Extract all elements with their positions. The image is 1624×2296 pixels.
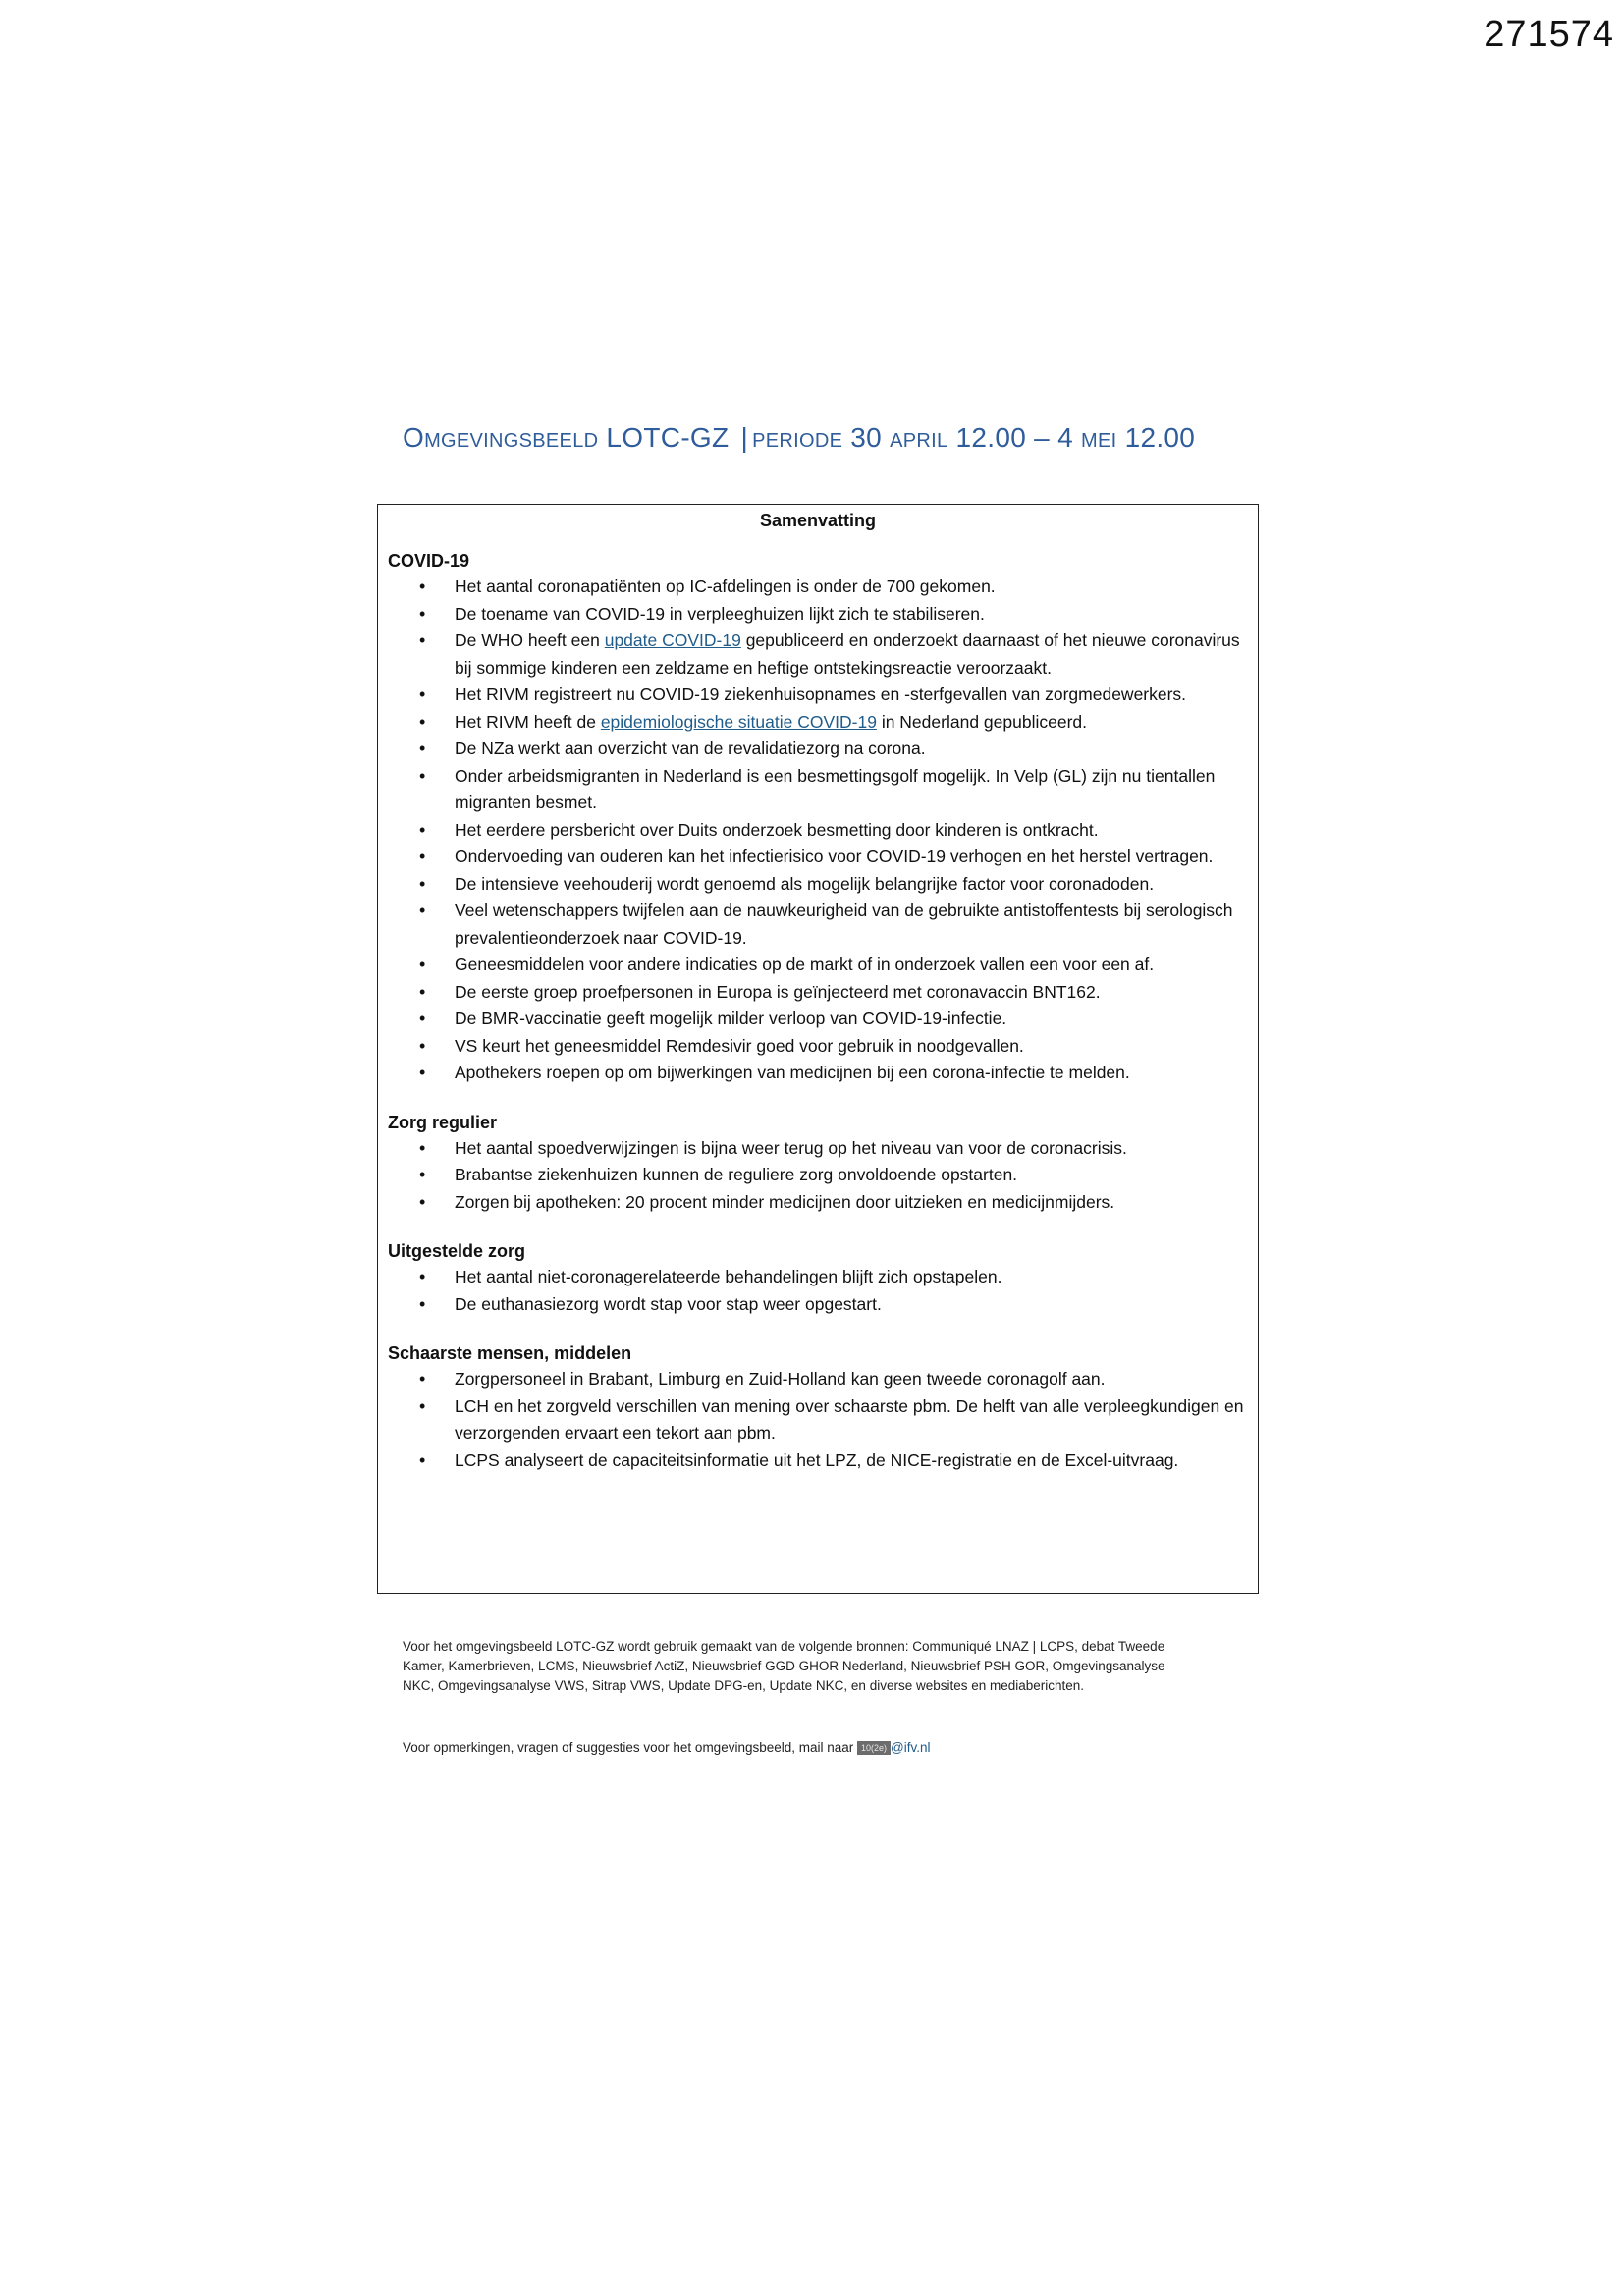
list-item: [388, 1060, 1244, 1087]
contact-mail-domain[interactable]: @ifv.nl: [891, 1740, 931, 1755]
item-text: Ondervoeding van ouderen kan het infectierisico voor COVID-19 verhogen en het herstel vertragen.: [455, 847, 1214, 866]
title-period: periode 30 april 12.00 – 4 mei 12.00: [752, 422, 1196, 453]
section-heading: Uitgestelde zorg: [388, 1241, 526, 1261]
bullet-list: [388, 574, 1244, 1087]
list-item: [388, 817, 1244, 845]
list-item: [388, 628, 1244, 682]
list-item: [388, 979, 1244, 1007]
page-title: [403, 422, 1195, 454]
item-text: Onder arbeidsmigranten in Nederland is een besmettingsgolf mogelijk. In Velp (GL) zijn nu tientallen migranten besmet.: [455, 765, 1216, 812]
list-item: [388, 1135, 1244, 1163]
item-text: Brabantse ziekenhuizen kunnen de reguliere zorg onvoldoende opstarten.: [455, 1165, 1018, 1184]
list-item: [388, 871, 1244, 899]
item-text: Zorgpersoneel in Brabant, Limburg en Zuid-Holland kan geen tweede coronagolf aan.: [455, 1369, 1106, 1389]
list-item: [388, 763, 1244, 817]
list-item: [388, 1033, 1244, 1061]
list-item: [388, 844, 1244, 871]
item-text: in Nederland gepubliceerd.: [876, 711, 1087, 732]
summary-box: [377, 504, 1259, 1594]
item-text: LCH en het zorgveld verschillen van mening over schaarste pbm. De helft van alle verpleegkundigen en verzorgenden ervaart een tekort aan pbm.: [455, 1395, 1244, 1443]
summary-section: [388, 1343, 1244, 1474]
item-text: De WHO heeft een: [455, 630, 605, 650]
list-item: [388, 898, 1244, 952]
document-number: 271574: [1484, 14, 1614, 55]
contact-note: [403, 1738, 1188, 1758]
list-item: [388, 574, 1244, 601]
bullet-list: [388, 1135, 1244, 1217]
redaction-mark: 10(2e): [857, 1741, 891, 1755]
list-item: [388, 736, 1244, 763]
item-text: De NZa werkt aan overzicht van de revalidatiezorg na corona.: [455, 738, 926, 758]
item-text: De toename van COVID-19 in verpleeghuizen lijkt zich te stabiliseren.: [455, 603, 985, 624]
summary-section: [388, 551, 1244, 1087]
item-text: Het aantal spoedverwijzingen is bijna weer terug op het niveau van voor de coronacrisis.: [455, 1137, 1127, 1158]
item-text: LCPS analyseert de capaciteitsinformatie uit het LPZ, de NICE-registratie en de Excel-uitvraag.: [455, 1449, 1179, 1470]
summary-heading: Samenvatting: [759, 511, 877, 530]
list-item: [388, 709, 1244, 737]
item-text: gepubliceerd en onderzoekt daarnaast of het nieuwe coronavirus bij sommige kinderen een zeldzame en heftige ontstekingsreactie veroorzaakt.: [455, 630, 1240, 678]
section-heading: Schaarste mensen, middelen: [388, 1343, 632, 1363]
bullet-list: [388, 1264, 1244, 1318]
summary-sections: [378, 551, 1258, 1474]
item-text: Het aantal coronapatiënten op IC-afdelingen is onder de 700 gekomen.: [455, 576, 996, 596]
list-item: [388, 1291, 1244, 1319]
item-text: Het RIVM registreert nu COVID-19 ziekenhuisopnames en -sterfgevallen van zorgmedewerkers.: [455, 684, 1187, 704]
item-text: De BMR-vaccinatie geeft mogelijk milder verloop van COVID-19-infectie.: [455, 1009, 1007, 1028]
list-item: [388, 1448, 1244, 1475]
item-text: VS keurt het geneesmiddel Remdesivir goed voor gebruik in noodgevallen.: [455, 1035, 1024, 1056]
item-link[interactable]: epidemiologische situatie COVID-19: [600, 711, 877, 732]
list-item: [388, 1189, 1244, 1217]
section-heading: COVID-19: [388, 551, 470, 571]
item-text: Zorgen bij apotheken: 20 procent minder medicijnen door uitzieken en medicijnmijders.: [455, 1191, 1115, 1212]
item-text: De intensieve veehouderij wordt genoemd als mogelijk belangrijke factor voor coronadoden.: [455, 873, 1155, 894]
sources-note: Voor het omgevingsbeeld LOTC-GZ wordt gebruik gemaakt van de volgende bronnen: Communiqué LNAZ | LCPS, debat Tweede Kamer, Kamerbrieven, LCMS, Nieuwsbrief ActiZ, Nieuwsbrief GGD GHOR Nederland, Nieuwsbrief PSH GOR, Omgevingsanalyse NKC, Omgevingsanalyse VWS, Sitrap VWS, Update DPG-en, Update NKC, en diverse websites en mediaberichten.: [403, 1639, 1165, 1693]
list-item: [388, 1162, 1244, 1189]
list-item: [388, 1006, 1244, 1033]
bullet-list: [388, 1366, 1244, 1474]
title-separator: |: [740, 422, 749, 453]
item-text: Apothekers roepen op om bijwerkingen van medicijnen bij een corona-infectie te melden.: [455, 1063, 1130, 1082]
summary-section: [388, 1113, 1244, 1217]
item-text: Veel wetenschappers twijfelen aan de nauwkeurigheid van de gebruikte antistoffentests bij serologisch prevalentieonderzoek naar COVID-19.: [455, 901, 1233, 948]
item-text: De euthanasiezorg wordt stap voor stap weer opgestart.: [455, 1293, 882, 1314]
item-link[interactable]: update COVID-19: [604, 630, 741, 650]
title-main: Omgevingsbeeld LOTC-GZ: [403, 422, 730, 453]
section-heading: Zorg regulier: [388, 1112, 498, 1132]
contact-prefix: Voor opmerkingen, vragen of suggesties voor het omgevingsbeeld, mail naar: [403, 1740, 858, 1755]
item-text: Het aantal niet-coronagerelateerde behandelingen blijft zich opstapelen.: [455, 1267, 1002, 1286]
item-text: Het RIVM heeft de: [455, 711, 601, 732]
item-text: Het eerdere persbericht over Duits onderzoek besmetting door kinderen is ontkracht.: [455, 819, 1099, 840]
item-text: De eerste groep proefpersonen in Europa is geïnjecteerd met coronavaccin BNT162.: [455, 981, 1101, 1002]
list-item: [388, 1264, 1244, 1291]
list-item: [388, 952, 1244, 979]
summary-section: [388, 1241, 1244, 1318]
item-text: Geneesmiddelen voor andere indicaties op de markt of in onderzoek vallen een voor een af.: [455, 955, 1155, 974]
list-item: [388, 1394, 1244, 1448]
list-item: [388, 682, 1244, 709]
list-item: [388, 601, 1244, 629]
list-item: [388, 1366, 1244, 1394]
